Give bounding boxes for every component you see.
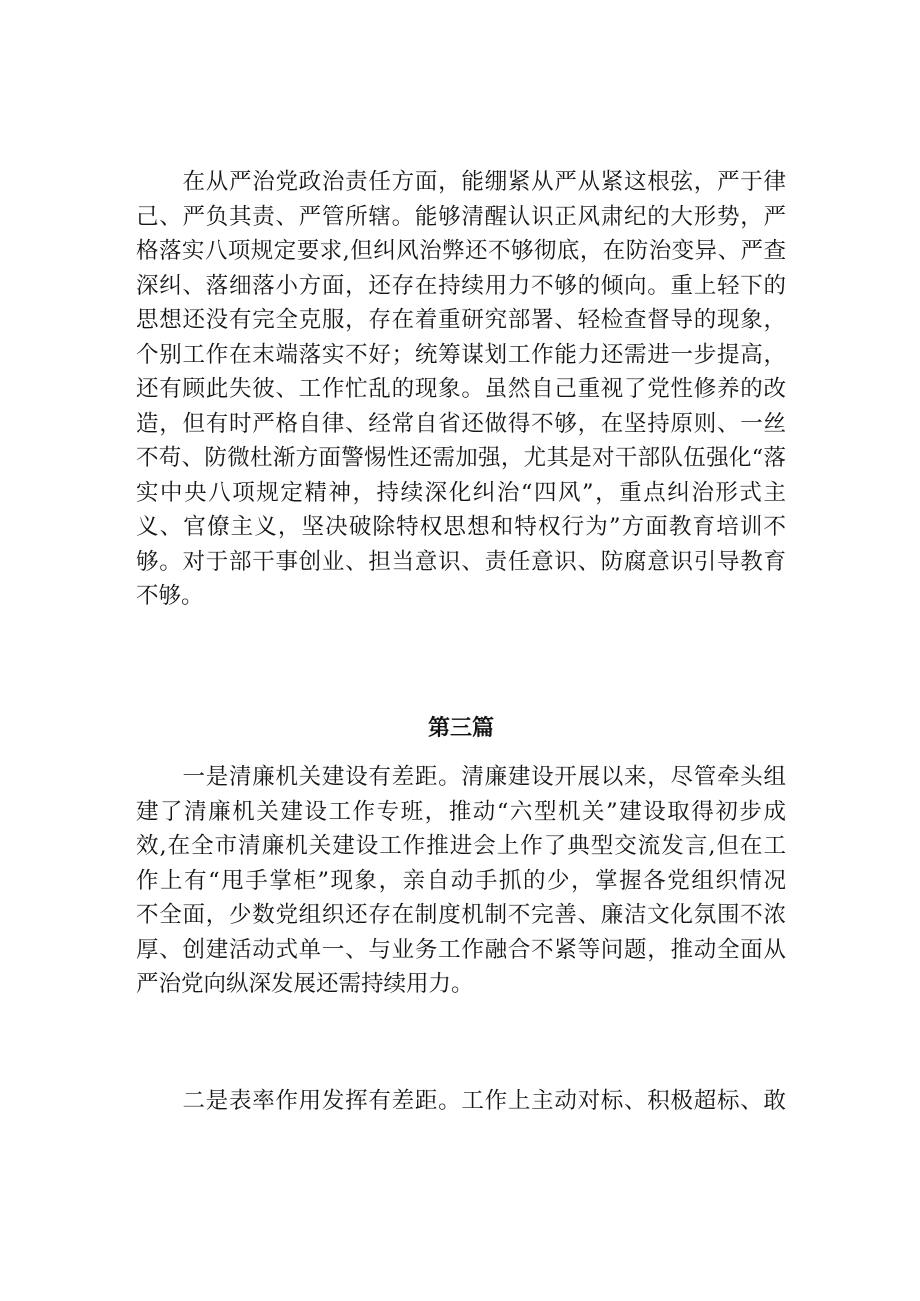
text-line: 不苟、防微杜渐方面警惕性还需加强，尤其是对干部队伍强化“落	[136, 445, 786, 471]
paragraph-exemplary-role	[136, 1084, 786, 1119]
paragraph-responsibility	[136, 165, 786, 614]
text-line: 一是清廉机关建设有差距。清廉建设开展以来，尽管牵头组	[136, 764, 786, 790]
section-heading: 第三篇	[427, 716, 494, 741]
text-line: 严治党向纵深发展还需持续用力。	[136, 971, 474, 997]
text-line: 思想还没有完全克服，存在着重研究部署、轻检查督导的现象，	[136, 307, 786, 333]
text-line: 格落实八项规定要求,但纠风治弊还不够彻底，在防治变异、严查	[136, 238, 786, 264]
paragraph-clean-agency	[136, 760, 786, 1002]
text-line: 深纠、落细落小方面，还存在持续用力不够的倾向。重上轻下的	[136, 272, 786, 299]
text-line: 作上有“甩手掌柜”现象，亲自动手抓的少，掌握各党组织情况	[136, 867, 786, 894]
text-line: 建了清廉机关建设工作专班，推动“六型机关”建设取得初步成	[136, 798, 786, 825]
text-line: 己、严负其责、严管所辖。能够清醒认识正风肃纪的大形势，严	[136, 203, 786, 230]
text-line: 造，但有时严格自律、经常自省还做得不够，在坚持原则、一丝	[136, 410, 786, 437]
text-line: 效,在全市清廉机关建设工作推进会上作了典型交流发言,但在工	[136, 833, 786, 859]
text-line: 二是表率作用发挥有差距。工作上主动对标、积极超标、敢	[136, 1088, 786, 1114]
text-line: 义、官僚主义，坚决破除特权思想和特权行为”方面教育培训不	[136, 514, 786, 540]
text-line: 够。对于部干事创业、担当意识、责任意识、防腐意识引导教育	[136, 548, 786, 575]
text-line: 厚、创建活动式单一、与业务工作融合不紧等问题，推动全面从	[136, 936, 786, 963]
text-line: 在从严治党政治责任方面，能绷紧从严从紧这根弦，严于律	[136, 169, 786, 195]
text-line: 个别工作在末端落实不好；统筹谋划工作能力还需进一步提高，	[136, 341, 786, 368]
text-line: 不够。	[136, 583, 204, 609]
text-line: 不全面，少数党组织还存在制度机制不完善、廉洁文化氛围不浓	[136, 902, 786, 928]
text-line: 实中央八项规定精神，持续深化纠治“四风”，重点纠治形式主	[136, 479, 786, 506]
text-line: 还有顾此失彼、工作忙乱的现象。虽然自己重视了党性修养的改	[136, 376, 786, 402]
